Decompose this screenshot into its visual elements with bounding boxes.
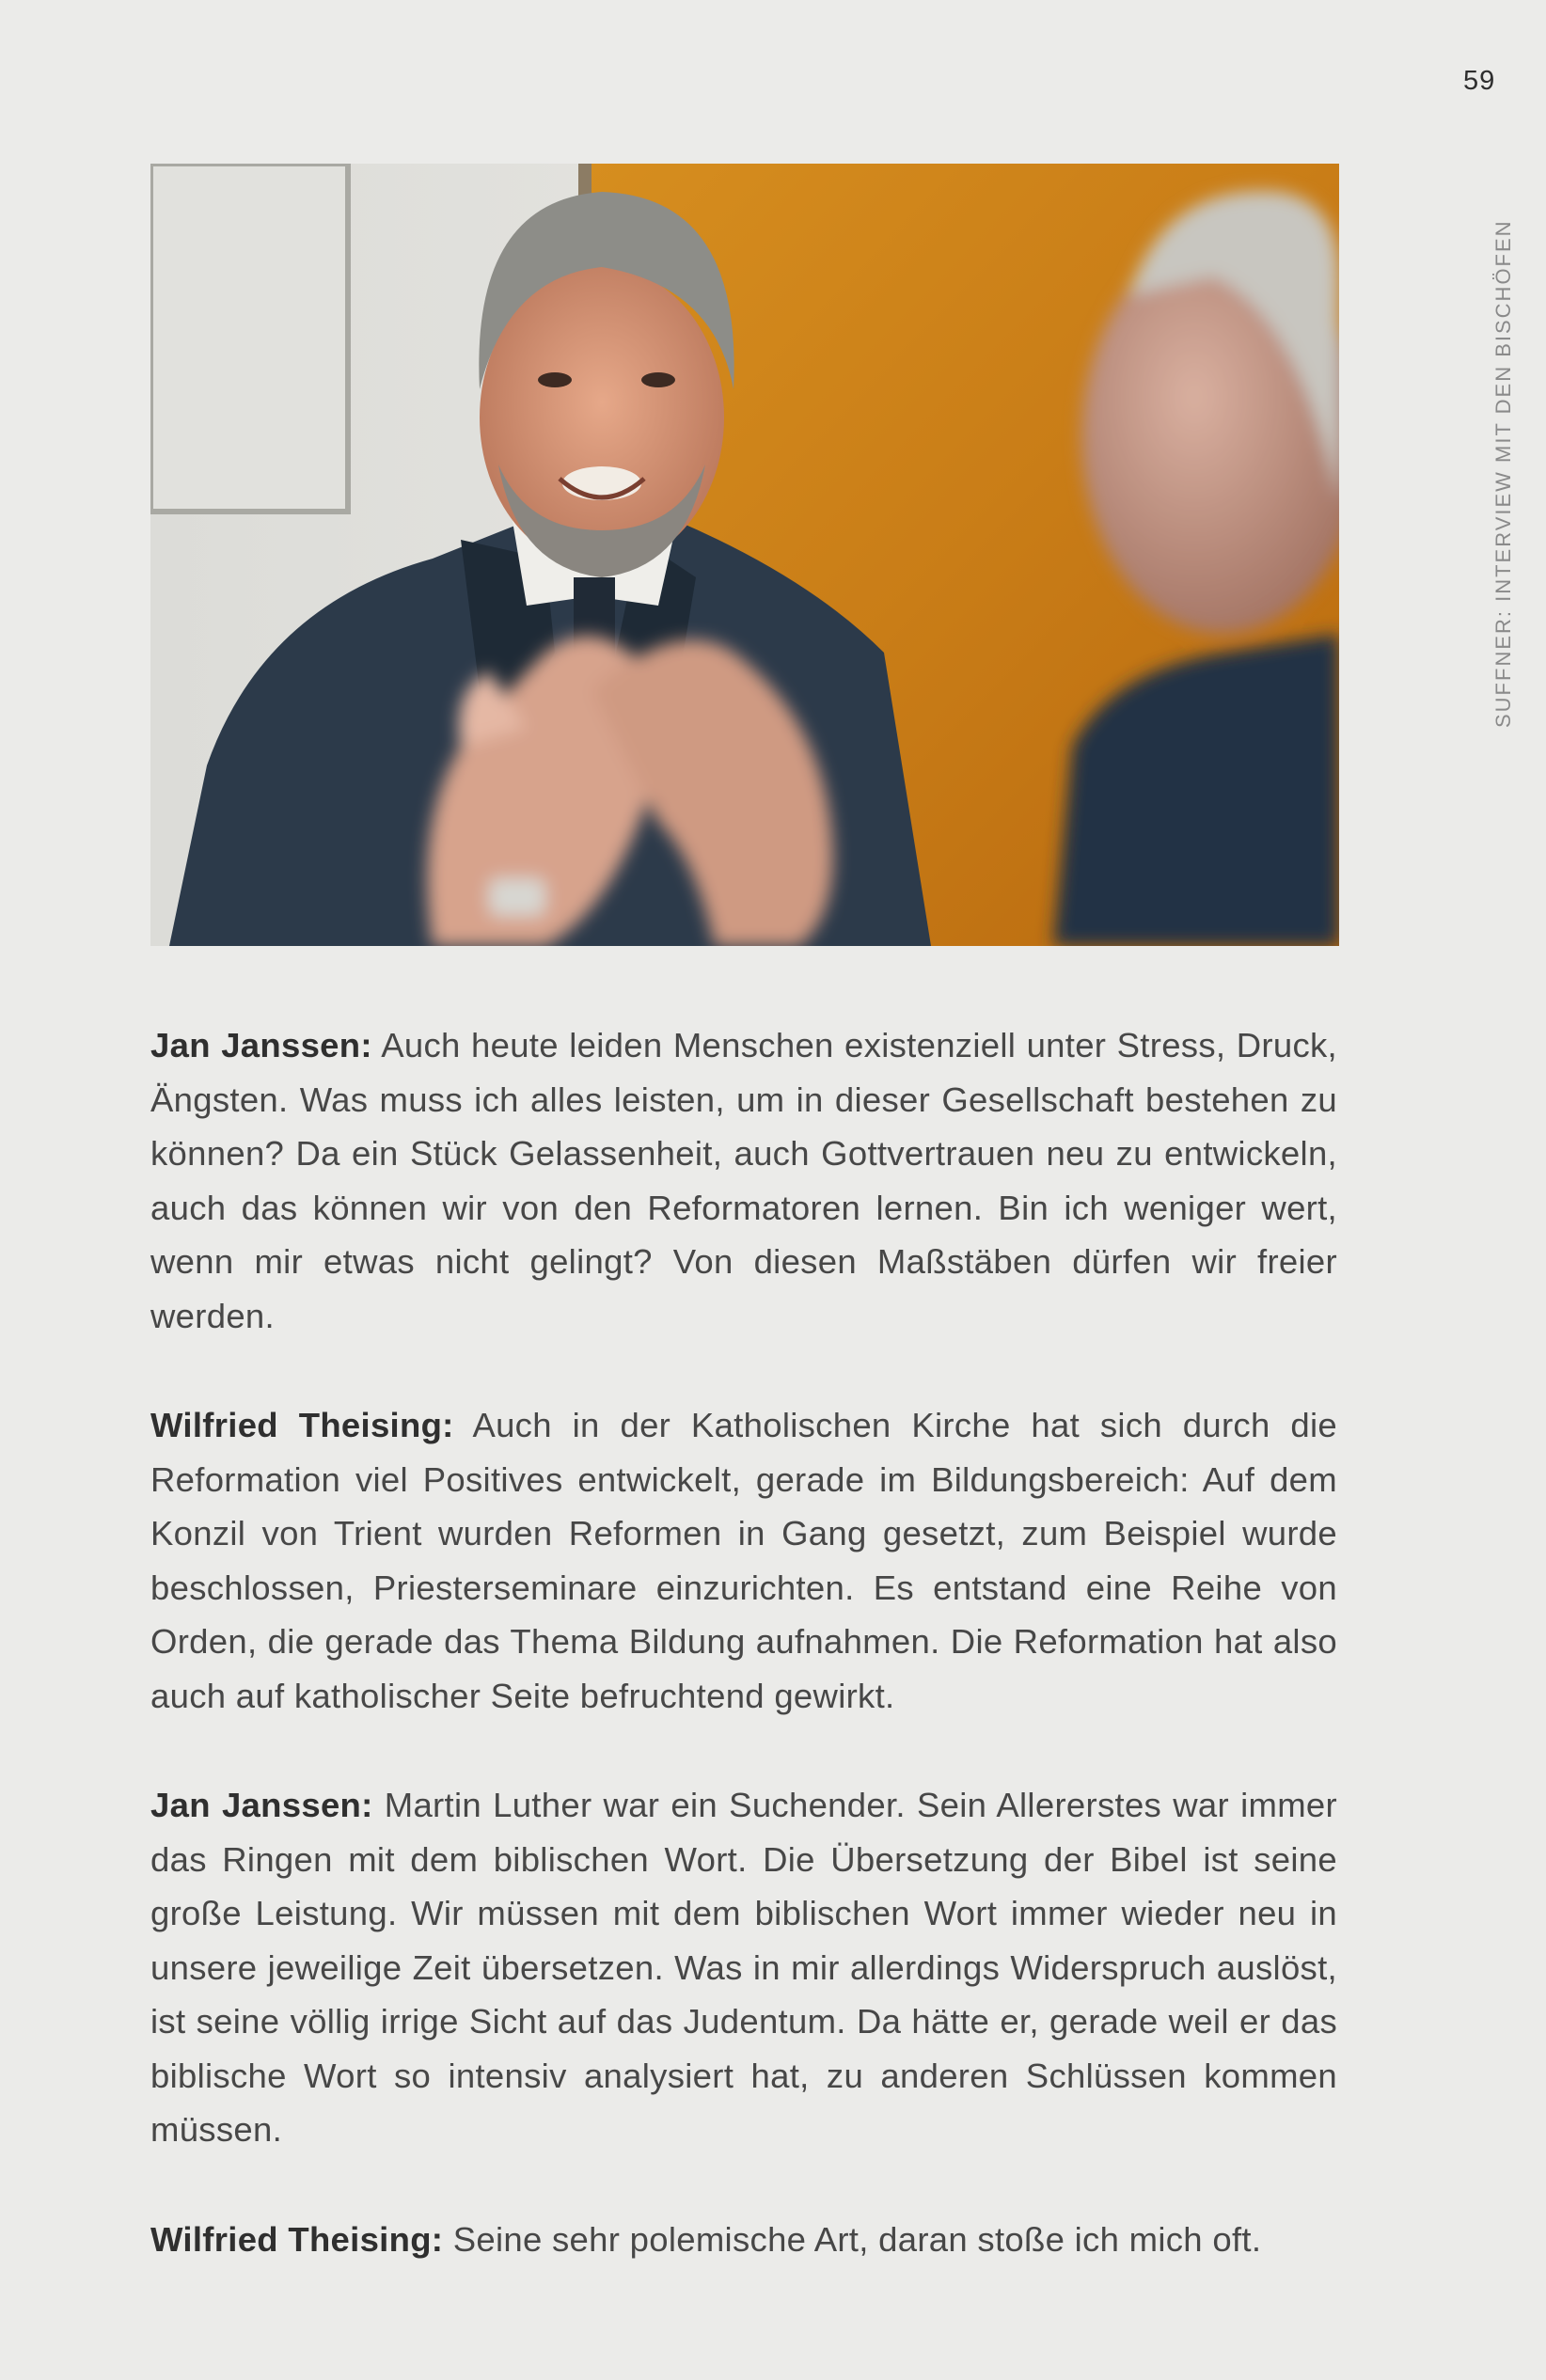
interview-paragraph [150,2213,1337,2267]
interview-body [150,1018,1337,2322]
paragraph-text: Auch in der Katholischen Kirche hat sich durch die Reformation viel Positives entwickelt, gerade im Bildungsbereich: Auf dem Konzil von Trient wurden Reformen in Gang gesetzt, zum Beispiel wurde beschlossen, Priesterseminare einzurichten. Es entstand eine Reihe von Orden, die gerade das Thema Bildung aufnahmen. Die Reformation hat also auch auf katholischer Seite befruchtend gewirkt. [150,1406,1338,1715]
speaker-name: Jan Janssen: [150,1786,373,1824]
photo-illustration [150,164,1339,946]
speaker-name: Jan Janssen: [150,1026,372,1064]
interview-paragraph [150,1018,1337,1343]
interview-photo [150,164,1339,946]
speaker-name: Wilfried Theising: [150,1406,454,1444]
interview-paragraph [150,1398,1337,1723]
paragraph-text: Martin Luther war ein Suchender. Sein Allererstes war immer das Ringen mit dem biblischen Wort. Die Übersetzung der Bibel ist seine große Leistung. Wir müssen mit dem biblischen Wort immer wieder neu in unsere jeweilige Zeit übersetzen. Was in mir allerdings Widerspruch auslöst, ist seine völlig irrige Sicht auf das Judentum. Da hätte er, gerade weil er das biblische Wort so intensiv analysiert hat, zu anderen Schlüssen kommen müssen. [150,1786,1337,2149]
running-head: SUFFNER: INTERVIEW MIT DEN BISCHÖFEN [1491,219,1515,728]
speaker-name: Wilfried Theising: [150,2219,444,2259]
paragraph-text: Auch heute leiden Menschen existenziell unter Stress, Druck, Ängsten. Was muss ich alles leisten, um in dieser Gesellschaft bestehen zu können? Da ein Stück Gelassenheit, auch Gottvertrauen neu zu entwickeln, auch das können wir von den Reformatoren lernen. Bin ich weniger wert, wenn mir etwas nicht gelingt? Von diesen Maßstäben dürfen wir freier werden. [150,1026,1337,1335]
page-number: 59 [1463,66,1496,96]
paragraph-text: Seine sehr polemische Art, daran stoße ich mich oft. [443,2219,1262,2259]
interview-paragraph [150,1778,1337,2157]
